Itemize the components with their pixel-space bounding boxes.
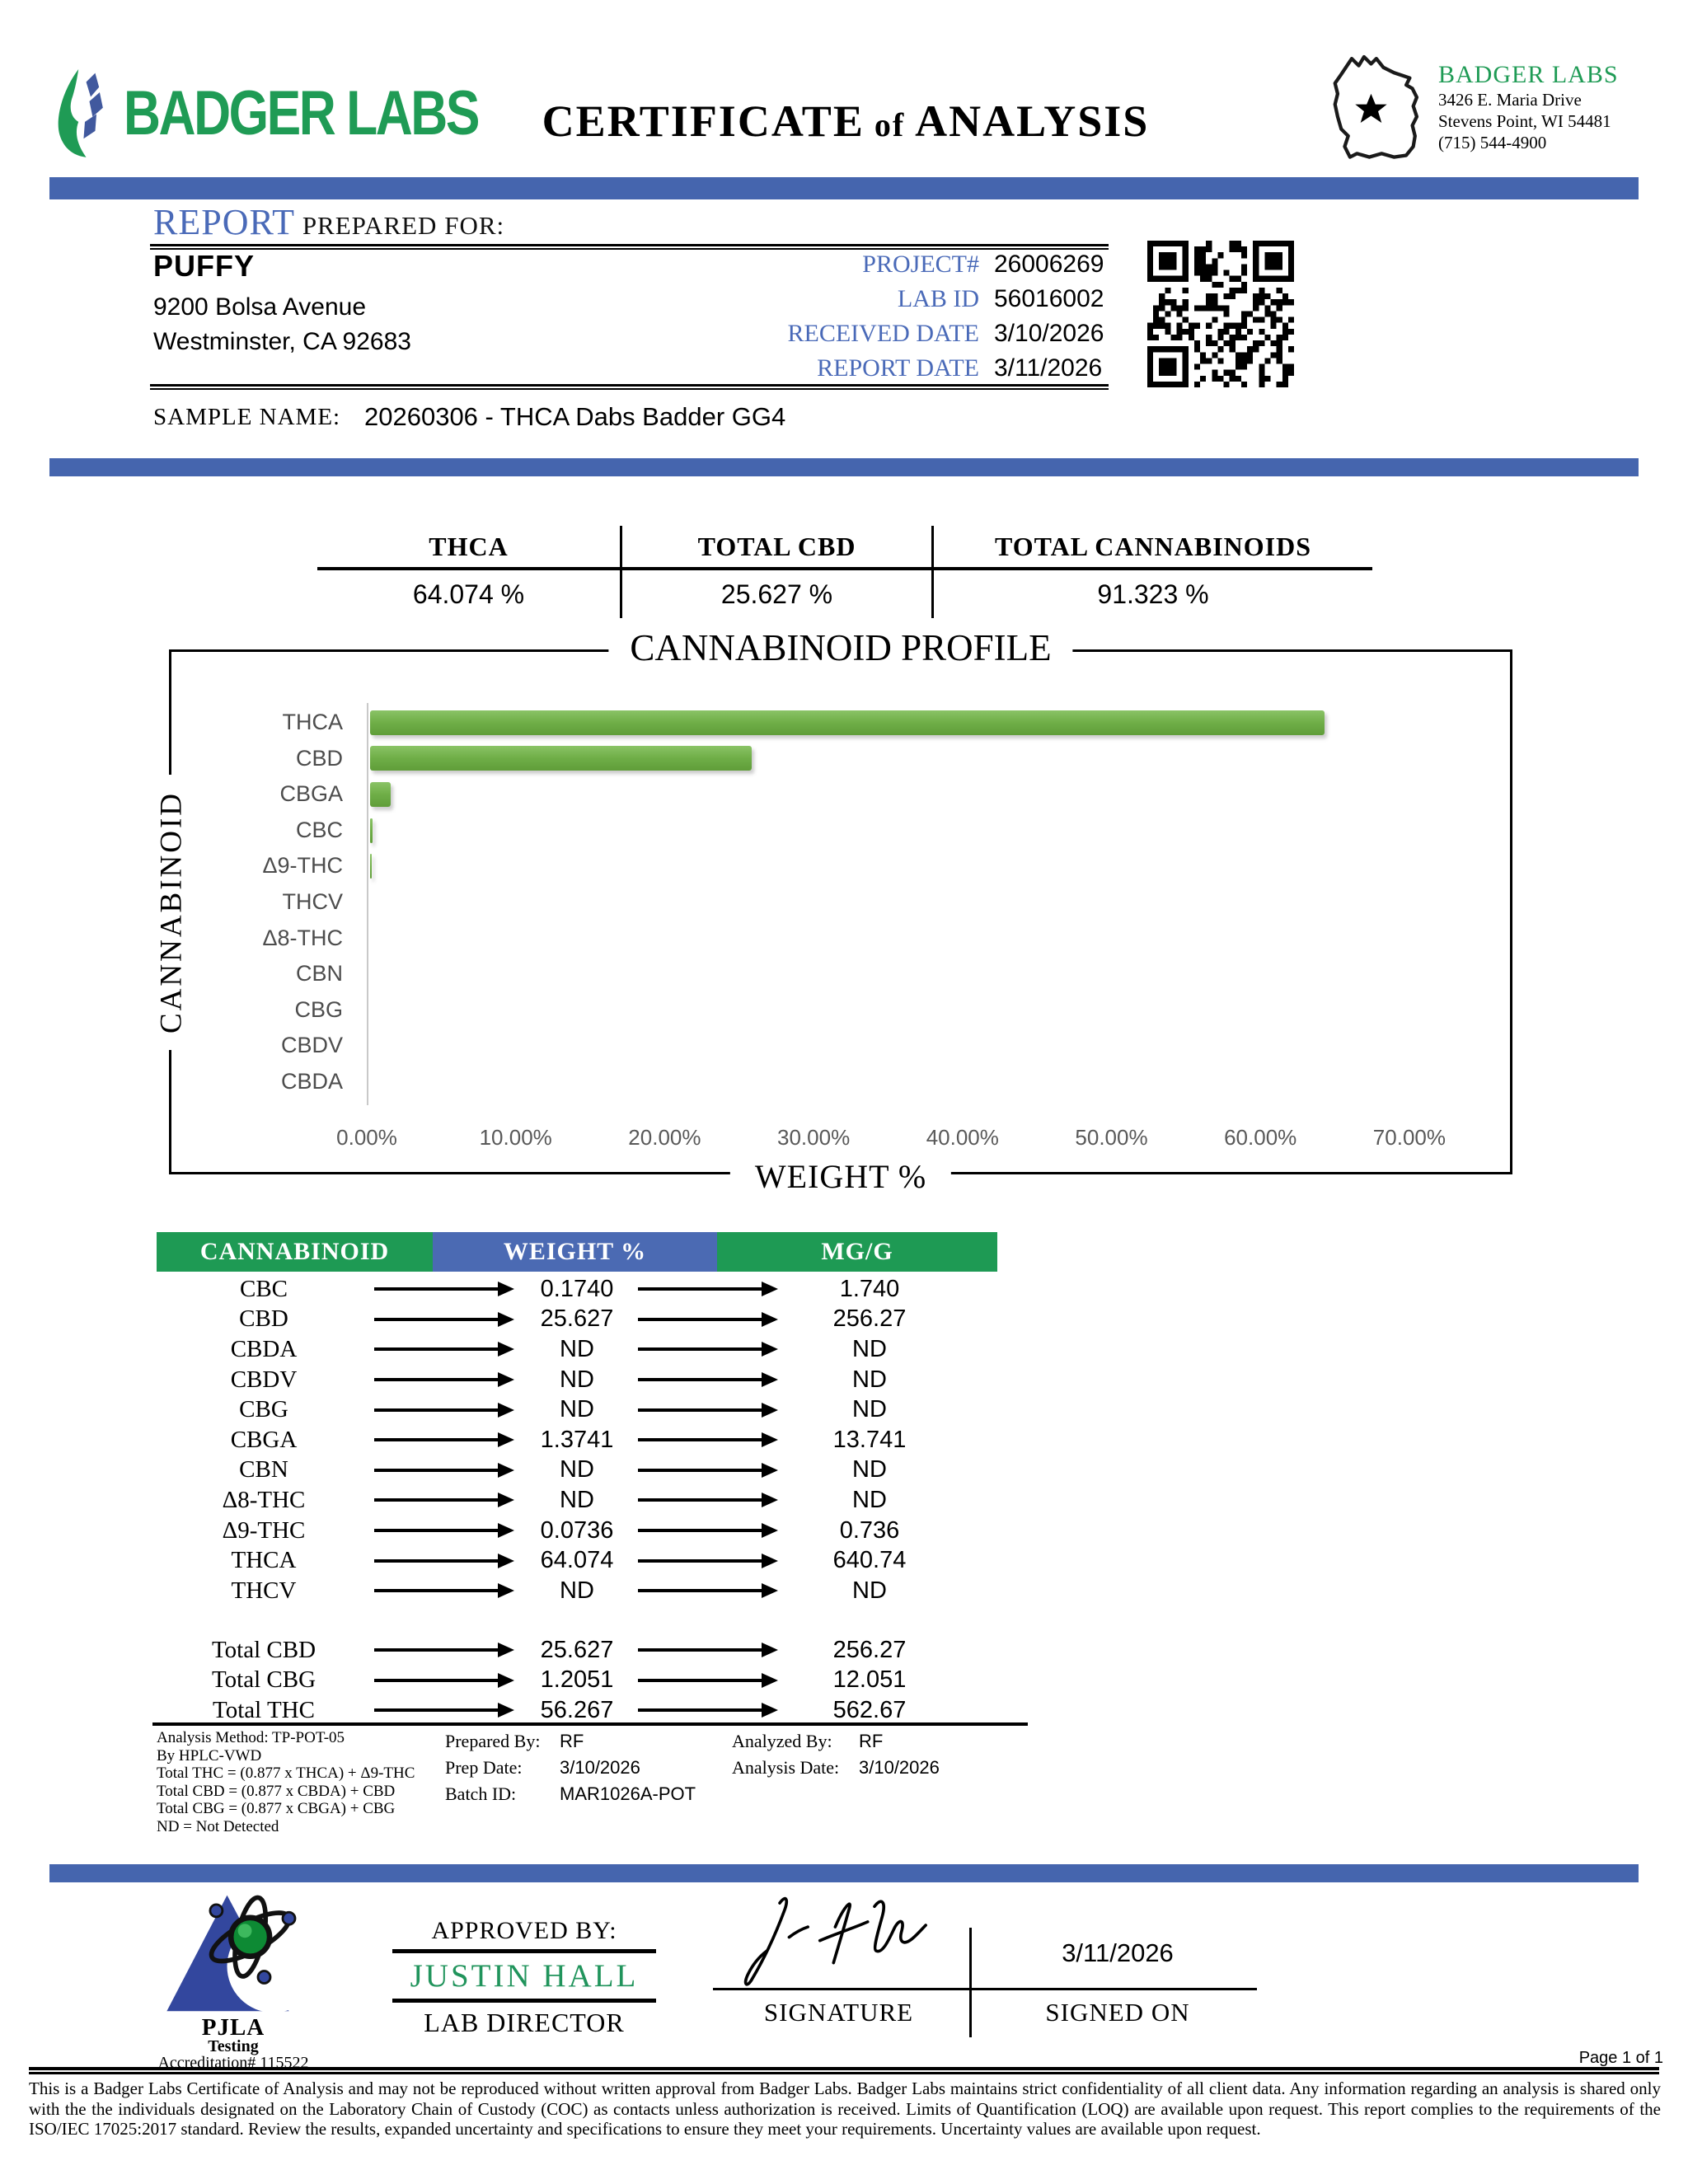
summary-label: TOTAL CBD — [622, 526, 934, 570]
title-word-of: of — [864, 106, 916, 143]
title-word-certificate: CERTIFICATE — [542, 96, 865, 146]
approved-divider-bottom — [392, 1999, 656, 2003]
prepared-for-label: PREPARED FOR: — [295, 211, 505, 240]
arrow-icon — [638, 1493, 780, 1507]
table-mgg-value: ND — [852, 1335, 887, 1362]
chart-x-tick: 60.00% — [1224, 1125, 1297, 1150]
chart-category-labels — [171, 705, 354, 1100]
chart-y-axis-label: CANNABINOID — [151, 774, 193, 1049]
lab-address-line1: 3426 E. Maria Drive — [1438, 90, 1582, 110]
arrow-icon — [638, 1523, 780, 1538]
arrow-icon — [374, 1583, 516, 1598]
analysis-info-block — [732, 1731, 940, 1783]
table-mgg-value: ND — [852, 1456, 887, 1483]
chart-category-label: CBDV — [280, 1033, 343, 1058]
arrow-icon — [638, 1463, 780, 1478]
summary-value: 25.627 % — [622, 570, 934, 618]
signature-image — [707, 1887, 946, 1986]
table-cannabinoid-label: Total CBG — [211, 1666, 316, 1694]
approved-divider-top — [392, 1949, 656, 1953]
chart-bar-row — [370, 848, 1442, 884]
arrow-icon — [638, 1643, 780, 1657]
table-weight-value: ND — [560, 1335, 594, 1362]
arrow-icon — [638, 1372, 780, 1387]
method-note-line: ND = Not Detected — [157, 1817, 279, 1835]
chart-bar-row — [370, 956, 1442, 992]
page-number: Page 1 of 1 — [1578, 2049, 1663, 2067]
approver-title: LAB DIRECTOR — [424, 2008, 625, 2037]
page-title — [516, 96, 1175, 147]
chart-title: CANNABINOID PROFILE — [608, 626, 1072, 669]
table-mgg-value: 256.27 — [832, 1636, 907, 1663]
arrow-icon — [638, 1403, 780, 1418]
table-cannabinoid-label: CBGA — [230, 1426, 298, 1453]
lab-address-block — [1438, 61, 1686, 153]
results-table-header — [157, 1232, 997, 1272]
chart-bar — [370, 782, 391, 807]
title-word-analysis: ANALYSIS — [915, 96, 1150, 146]
table-weight-value: ND — [560, 1577, 594, 1604]
chart-bar-row — [370, 1028, 1442, 1064]
arrow-icon — [374, 1312, 516, 1327]
chart-category-label: CBD — [295, 745, 343, 771]
arrow-icon — [374, 1342, 516, 1357]
method-note-line: Total CBG = (0.877 x CBGA) + CBG — [157, 1800, 396, 1817]
table-row — [157, 1334, 956, 1365]
table-mgg-value: 640.74 — [832, 1547, 907, 1574]
approved-by-block — [392, 1917, 656, 2038]
table-header-cell: WEIGHT % — [433, 1232, 717, 1272]
table-weight-value: ND — [560, 1486, 594, 1513]
qr-code — [1147, 241, 1294, 387]
chart-x-tick: 30.00% — [777, 1125, 851, 1150]
report-field-value: 3/11/2026 — [994, 354, 1103, 382]
arrow-icon — [638, 1673, 780, 1688]
table-weight-value: 1.2051 — [540, 1666, 614, 1694]
arrow-icon — [374, 1403, 516, 1418]
table-weight-value: 25.627 — [540, 1305, 614, 1333]
sample-name-value: 20260306 - THCA Dabs Badder GG4 — [364, 402, 786, 431]
summary-label: TOTAL CANNABINOIDS — [934, 526, 1372, 570]
method-note-line: Total CBD = (0.877 x CBDA) + CBD — [157, 1782, 396, 1800]
client-address-line2: Westminster, CA 92683 — [153, 328, 411, 355]
chart-x-tick: 20.00% — [628, 1125, 701, 1150]
table-row — [157, 1305, 956, 1335]
client-name: PUFFY — [153, 249, 256, 283]
approved-by-label: APPROVED BY: — [431, 1917, 617, 1944]
chart-x-axis-label: WEIGHT % — [730, 1157, 951, 1196]
chart-bar-row — [370, 741, 1442, 777]
potency-summary — [317, 526, 1372, 618]
chart-category-label: THCV — [282, 888, 343, 914]
method-note-line: Total THC = (0.877 x THCA) + Δ9-THC — [157, 1765, 415, 1782]
summary-value: 64.074 % — [317, 570, 622, 618]
chart-x-tick: 0.00% — [336, 1125, 397, 1150]
chart-x-tick: 50.00% — [1075, 1125, 1148, 1150]
report-field-label: PROJECT# — [862, 251, 979, 278]
table-mgg-value: 562.67 — [832, 1696, 907, 1723]
table-cannabinoid-label: CBC — [239, 1275, 288, 1302]
arrow-icon — [638, 1554, 780, 1568]
results-table-bottom-rule — [152, 1722, 1028, 1726]
table-cannabinoid-label: CBN — [239, 1456, 288, 1483]
divider-bar-middle — [49, 458, 1639, 476]
report-field-label: REPORT DATE — [817, 354, 979, 382]
table-cannabinoid-label: Δ9-THC — [222, 1516, 306, 1544]
chart-category-label: CBDA — [280, 1068, 343, 1094]
table-cannabinoid-label: CBDV — [230, 1366, 298, 1393]
arrow-icon — [374, 1673, 516, 1688]
table-cannabinoid-label: Δ8-THC — [222, 1486, 306, 1513]
batch-id-label: Batch ID: — [445, 1783, 517, 1804]
signature-line — [713, 1988, 1257, 1990]
table-weight-value: 25.627 — [540, 1636, 614, 1663]
arrow-icon — [374, 1282, 516, 1296]
pjla-name: PJLA — [201, 2014, 265, 2041]
arrow-icon — [638, 1312, 780, 1327]
analyzed-by-label: Analyzed By: — [732, 1731, 832, 1751]
prep-date-label: Prep Date: — [445, 1757, 523, 1778]
table-weight-value: 64.074 — [540, 1547, 614, 1574]
report-rule-bottom — [150, 384, 1109, 390]
divider-bar-top — [49, 177, 1639, 199]
lab-address-line2: Stevens Point, WI 54481 — [1438, 111, 1611, 131]
signed-date: 3/11/2026 — [1062, 1938, 1174, 1967]
analysis-method-notes — [157, 1729, 415, 1835]
analysis-date-label: Analysis Date: — [732, 1757, 840, 1778]
chart-bar — [370, 854, 372, 879]
arrow-icon — [638, 1282, 780, 1296]
table-cannabinoid-label: Total THC — [213, 1696, 315, 1723]
report-field-label: LAB ID — [897, 285, 979, 312]
sample-name-label: SAMPLE NAME: — [153, 404, 341, 430]
table-cannabinoid-label: CBD — [239, 1305, 288, 1333]
chart-category-label: THCA — [282, 710, 343, 734]
arrow-icon — [374, 1554, 516, 1568]
table-weight-value: 1.3741 — [540, 1426, 614, 1453]
chart-bar-row — [370, 813, 1442, 849]
pjla-accreditation-logo — [155, 1891, 312, 2014]
chart-bar-row — [370, 1064, 1442, 1100]
table-header-cell: CANNABINOID — [157, 1232, 433, 1272]
arrow-icon — [374, 1493, 516, 1507]
chart-x-tick: 70.00% — [1372, 1125, 1446, 1150]
chart-x-ticks — [336, 1125, 1463, 1151]
chart-bar-row — [370, 776, 1442, 813]
chart-category-label: Δ9-THC — [262, 853, 343, 879]
report-field-label: RECEIVED DATE — [787, 320, 979, 347]
table-mgg-value: 0.736 — [839, 1516, 900, 1544]
client-address-line1: 9200 Bolsa Avenue — [153, 293, 367, 321]
signed-on-label: SIGNED ON — [1045, 1998, 1190, 2027]
chart-bar — [370, 746, 752, 771]
batch-id-value: MAR1026A-POT — [560, 1783, 696, 1804]
table-cannabinoid-label: THCA — [231, 1547, 297, 1574]
report-field-value: 56016002 — [994, 285, 1104, 312]
arrow-icon — [374, 1372, 516, 1387]
table-row — [157, 1516, 956, 1546]
table-weight-value: ND — [560, 1456, 594, 1483]
report-heading — [153, 201, 504, 243]
badger-labs-leaf-icon — [53, 68, 117, 158]
divider-bar-bottom — [49, 1864, 1639, 1882]
approver-name: JUSTIN HALL — [410, 1958, 639, 1994]
table-cannabinoid-label: THCV — [231, 1577, 297, 1604]
prepared-by-label: Prepared By: — [445, 1731, 541, 1751]
arrow-icon — [638, 1432, 780, 1447]
signature-divider — [969, 1928, 972, 2037]
table-row — [157, 1394, 956, 1425]
table-mgg-value: ND — [852, 1577, 887, 1604]
table-cannabinoid-label: CBG — [239, 1396, 288, 1423]
pjla-testing-label: Testing — [208, 2037, 259, 2055]
report-field-row — [577, 316, 1111, 351]
chart-category-label: Δ8-THC — [262, 925, 343, 950]
table-row — [157, 1635, 956, 1666]
signature-label: SIGNATURE — [763, 1998, 914, 2027]
table-weight-value: ND — [560, 1396, 594, 1423]
arrow-icon — [374, 1463, 516, 1478]
table-header-cell: MG/G — [717, 1232, 997, 1272]
summary-label: THCA — [317, 526, 622, 570]
wisconsin-map-icon — [1325, 48, 1431, 171]
chart-bar — [370, 818, 373, 843]
arrow-icon — [374, 1432, 516, 1447]
prep-date-value: 3/10/2026 — [560, 1757, 640, 1778]
table-row — [157, 1455, 956, 1486]
table-row — [157, 1695, 956, 1726]
cannabinoid-profile-chart — [154, 627, 1512, 1195]
table-mgg-value: ND — [852, 1396, 887, 1423]
report-fields — [577, 247, 1111, 386]
table-row — [157, 1545, 956, 1576]
lab-name: BADGER LABS — [1438, 61, 1619, 88]
table-row — [157, 1365, 956, 1395]
table-row — [157, 1485, 956, 1516]
arrow-icon — [374, 1703, 516, 1718]
analyzed-by-value: RF — [859, 1731, 884, 1751]
analysis-date-value: 3/10/2026 — [859, 1757, 940, 1778]
table-weight-value: 0.1740 — [540, 1275, 614, 1302]
results-table-rows — [157, 1274, 956, 1606]
report-field-value: 26006269 — [994, 251, 1104, 278]
table-row — [157, 1666, 956, 1696]
chart-x-tick: 10.00% — [479, 1125, 552, 1150]
chart-axis-line — [367, 703, 368, 1105]
table-mgg-value: 256.27 — [832, 1305, 907, 1333]
arrow-icon — [638, 1703, 780, 1718]
method-note-line: Analysis Method: TP-POT-05 — [157, 1729, 345, 1746]
chart-bar-row — [370, 921, 1442, 957]
report-heading-word: REPORT — [153, 202, 296, 242]
footer-rule — [29, 2067, 1659, 2074]
arrow-icon — [374, 1643, 516, 1657]
table-mgg-value: 1.740 — [839, 1275, 900, 1302]
arrow-icon — [374, 1523, 516, 1538]
table-mgg-value: ND — [852, 1366, 887, 1393]
report-field-row — [577, 282, 1111, 316]
chart-bar-row — [370, 884, 1442, 921]
report-field-value: 3/10/2026 — [994, 320, 1104, 347]
table-weight-value: ND — [560, 1366, 594, 1393]
chart-category-label: CBG — [294, 996, 343, 1022]
report-field-row — [577, 247, 1111, 282]
accreditation-number: Accreditation# 115522 — [157, 2054, 309, 2072]
results-table-totals — [157, 1635, 956, 1726]
chart-x-tick: 40.00% — [926, 1125, 999, 1150]
report-field-row — [577, 351, 1111, 386]
arrow-icon — [638, 1583, 780, 1598]
summary-value: 91.323 % — [1097, 579, 1209, 609]
chart-bar — [370, 710, 1325, 735]
table-row — [157, 1576, 956, 1606]
disclaimer-text: This is a Badger Labs Certificate of Analysis and may not be reproduced without written approval from Badger Labs. Badger Labs maintains strict confidentiality of all client data. Any information regarding an analysis is shared only with the the individuals designated on the Laboratory Chain of Custody (COC) as contacts unless authorization is received. Limits of Quantification (LOQ) are available upon request. This report complies to the requirements of the ISO/IEC 17025:2017 standard. Review the results, expanded uncertainty and specifications to ensure they meet your requirements. Uncertainty values are available upon request. — [29, 2079, 1661, 2139]
table-mgg-value: 12.051 — [832, 1666, 907, 1694]
chart-category-label: CBGA — [279, 781, 343, 807]
prep-info-block — [445, 1731, 696, 1810]
table-weight-value: 56.267 — [540, 1696, 614, 1723]
chart-bar-row — [370, 705, 1442, 741]
method-note-line: By HPLC-VWD — [157, 1746, 262, 1765]
table-cannabinoid-label: CBDA — [230, 1335, 298, 1362]
arrow-icon — [638, 1342, 780, 1357]
lab-phone: (715) 544-4900 — [1438, 133, 1547, 152]
chart-bar-row — [370, 992, 1442, 1029]
chart-category-label: CBC — [295, 817, 343, 842]
table-cannabinoid-label: Total CBD — [211, 1636, 316, 1663]
table-weight-value: 0.0736 — [540, 1516, 614, 1544]
table-mgg-value: ND — [852, 1486, 887, 1513]
chart-bars — [370, 705, 1442, 1100]
table-mgg-value: 13.741 — [832, 1426, 907, 1453]
table-row — [157, 1274, 956, 1305]
prepared-by-value: RF — [560, 1731, 584, 1751]
chart-category-label: CBN — [295, 961, 343, 987]
badger-labs-logo-text: BADGER LABS — [124, 78, 478, 148]
table-row — [157, 1425, 956, 1455]
